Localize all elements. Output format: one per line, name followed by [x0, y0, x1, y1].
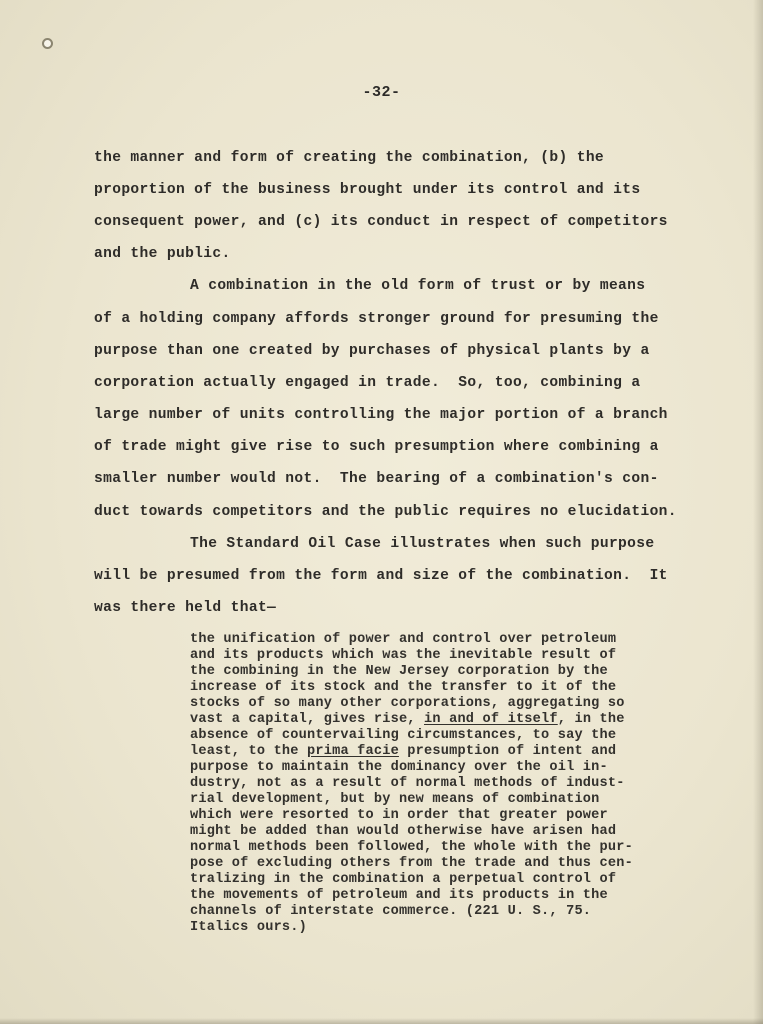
quote-text: presumption of intent and: [398, 744, 617, 759]
quote-line: which were resorted to in order that greater power: [190, 808, 608, 823]
quote-line: increase of its stock and the transfer to it of the: [190, 680, 617, 695]
quote-line: the movements of petroleum and its products in the: [190, 888, 608, 903]
quote-line: rial development, but by new means of combination: [190, 792, 600, 807]
quote-line: tralizing in the combination a perpetual control of: [190, 872, 617, 887]
page-bottom-shadow: [0, 1018, 763, 1024]
quote-line: stocks of so many other corporations, aggregating so: [190, 696, 625, 711]
quote-line: might be added than would otherwise have arisen had: [190, 824, 617, 839]
body-line: duct towards competitors and the public requires no elucidation.: [94, 504, 677, 520]
body-line: will be presumed from the form and size of the combination. It: [94, 568, 668, 584]
quote-line: dustry, not as a result of normal methods of indust-: [190, 776, 625, 791]
page-number: -32-: [362, 84, 401, 101]
body-line: corporation actually engaged in trade. So, too, combining a: [94, 375, 641, 391]
quote-line: normal methods been followed, the whole with the pur-: [190, 840, 633, 855]
quote-line: pose of excluding others from the trade and thus cen-: [190, 856, 633, 871]
page-edge-shadow: [753, 0, 763, 1024]
body-line: and the public.: [94, 246, 231, 262]
quote-line: purpose to maintain the dominancy over the oil in-: [190, 760, 608, 775]
body-line: large number of units controlling the major portion of a branch: [94, 407, 668, 423]
quote-line: the combining in the New Jersey corporation by the: [190, 664, 608, 679]
quote-text: least, to the: [190, 744, 308, 759]
quote-line: [190, 744, 616, 760]
underlined-phrase: prima facie: [307, 744, 399, 759]
underlined-phrase: in and of itself: [424, 712, 558, 727]
punch-hole-icon: [42, 38, 53, 49]
body-line: consequent power, and (c) its conduct in respect of competitors: [94, 214, 668, 230]
body-line: the manner and form of creating the combination, (b) the: [94, 150, 605, 166]
quote-line: the unification of power and control over petroleum: [190, 632, 617, 647]
body-line: was there held that—: [94, 600, 277, 616]
quote-line: and its products which was the inevitable result of: [190, 648, 617, 663]
body-line: A combination in the old form of trust or by means: [190, 278, 646, 294]
body-line: The Standard Oil Case illustrates when such purpose: [190, 536, 655, 552]
body-line: purpose than one created by purchases of physical plants by a: [94, 343, 650, 359]
quote-line: channels of interstate commerce. (221 U. S., 75.: [190, 904, 592, 919]
quote-text: vast a capital, gives rise,: [190, 712, 425, 727]
quote-line: absence of countervailing circumstances, to say the: [190, 728, 617, 743]
quote-line: Italics ours.): [190, 920, 308, 935]
quote-line: [190, 712, 625, 728]
body-line: smaller number would not. The bearing of a combination's con-: [94, 471, 659, 487]
body-line: of a holding company affords stronger ground for presuming the: [94, 311, 659, 327]
quote-text: , in the: [557, 712, 625, 727]
body-line: proportion of the business brought under its control and its: [94, 182, 641, 198]
body-line: of trade might give rise to such presumption where combining a: [94, 439, 659, 455]
